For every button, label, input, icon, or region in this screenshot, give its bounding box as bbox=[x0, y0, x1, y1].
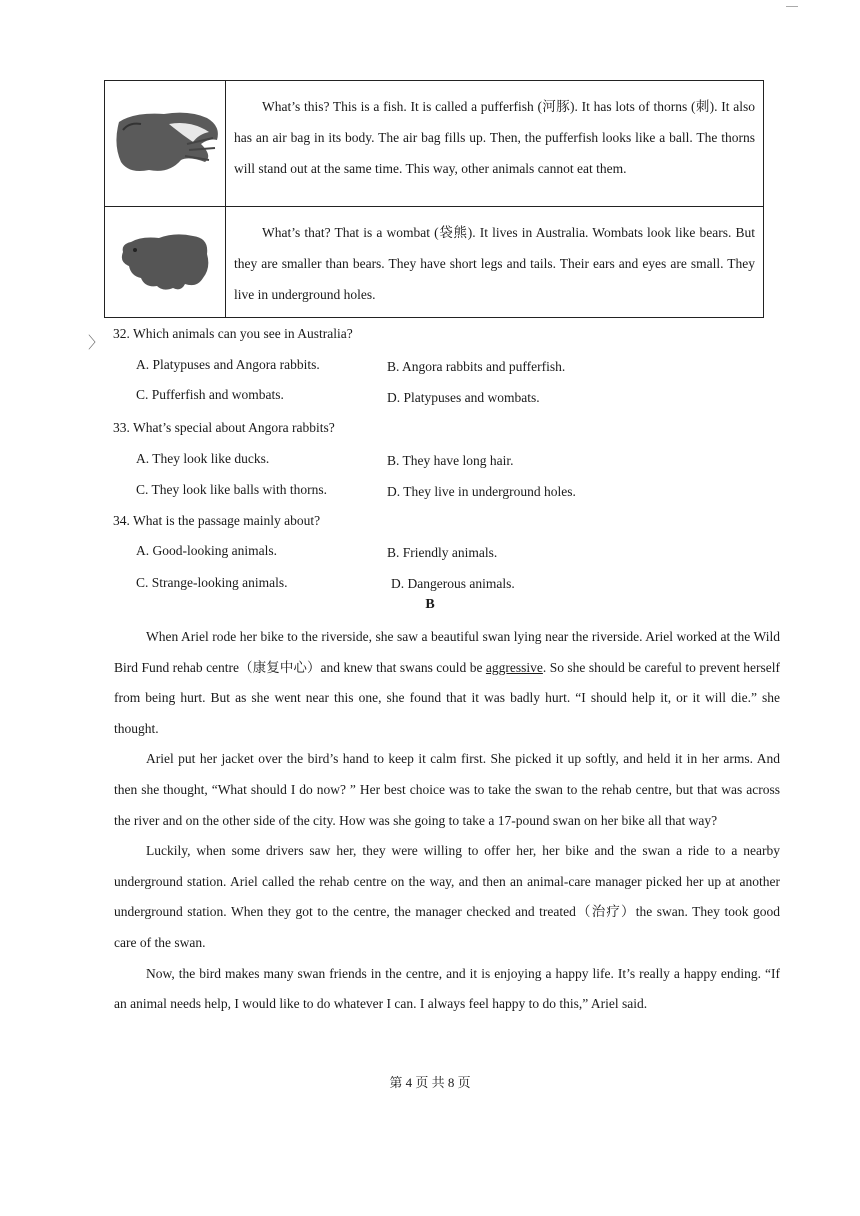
option-b[interactable]: B. They have long hair. bbox=[387, 453, 514, 468]
question-33 bbox=[113, 420, 335, 436]
question-text: Which animals can you see in Australia? bbox=[133, 326, 353, 341]
option-c[interactable]: C. Pufferfish and wombats. bbox=[136, 387, 284, 402]
pic-cell bbox=[105, 81, 226, 206]
paragraph-text: . So she should be careful to prevent herself from being hurt. But as she went near this one, she found that it was badly hurt. “I should help it, or it will die.” she thought. bbox=[114, 659, 780, 736]
option-a[interactable]: A. They look like ducks. bbox=[136, 451, 270, 466]
option-c[interactable]: C. They look like balls with thorns. bbox=[136, 482, 327, 497]
option-a[interactable]: A. Platypuses and Angora rabbits. bbox=[136, 357, 320, 372]
question-number: 33. bbox=[113, 420, 130, 435]
underlined-word: aggressive bbox=[485, 659, 543, 675]
section-title: B bbox=[425, 597, 435, 612]
page-number: 第 4 页 共 8 页 bbox=[389, 1075, 471, 1090]
option-b[interactable]: B. Angora rabbits and pufferfish. bbox=[387, 359, 566, 374]
option-d[interactable]: D. They live in underground holes. bbox=[387, 484, 576, 499]
wombat-text: What’s that? That is a wombat (袋熊). It lives in Australia. Wombats look like bears. But they are smaller than bears. They have short legs and tails. Their ears and eyes are small. They live in underground holes. bbox=[234, 225, 755, 302]
paragraph-3: Luckily, when some drivers saw her, they were willing to offer her, her bike and the swan a ride to a nearby underground station. Ariel called the rehab centre on the way, and then an animal-care manager picked her up at another underground station. When they got to the centre, the manager checked and treated（治疗）the swan. They took good care of the swan. bbox=[114, 843, 780, 950]
option-c[interactable]: C. Strange-looking animals. bbox=[136, 575, 288, 590]
question-number: 32. bbox=[113, 326, 130, 341]
pic-cell bbox=[105, 207, 226, 317]
table-row bbox=[105, 207, 763, 317]
table-row bbox=[105, 81, 763, 207]
margin-mark: 〉 bbox=[88, 333, 105, 352]
pufferfish-photo bbox=[109, 104, 221, 184]
paragraph-4: Now, the bird makes many swan friends in the centre, and it is enjoying a happy life. It’s really a happy ending. “If an animal needs help, I would like to do whatever I can. I always feel happy to do this,” Ariel said. bbox=[114, 965, 780, 1012]
question-32 bbox=[113, 326, 353, 342]
paragraph-1 bbox=[114, 622, 780, 744]
wombat-photo bbox=[115, 222, 215, 302]
option-d[interactable]: D. Dangerous animals. bbox=[391, 576, 515, 591]
question-text: What is the passage mainly about? bbox=[133, 513, 321, 528]
option-d[interactable]: D. Platypuses and wombats. bbox=[387, 390, 540, 405]
corner-mark bbox=[786, 6, 798, 7]
question-34 bbox=[113, 513, 320, 529]
passage bbox=[114, 622, 780, 1020]
question-text: What’s special about Angora rabbits? bbox=[133, 420, 335, 435]
option-a[interactable]: A. Good-looking animals. bbox=[136, 543, 277, 558]
paragraph-text: When Ariel rode her bike to the riverside, she saw a beautiful swan lying near the riverside. Ariel worked at the Wild Bird Fund rehab centre（康复中心）and knew that swans could be bbox=[114, 629, 780, 675]
animal-table bbox=[104, 80, 764, 318]
question-number: 34. bbox=[113, 513, 130, 528]
option-b[interactable]: B. Friendly animals. bbox=[387, 545, 498, 560]
paragraph-2: Ariel put her jacket over the bird’s hand to keep it calm first. She picked it up softly, and held it in her arms. And then she thought, “What should I do now? ” Her best choice was to take the swan to the rehab centre, but that was across the river and on the other side of the city. How was she going to take a 17-pound swan on her bike all that way? bbox=[114, 751, 780, 828]
pufferfish-text: What’s this? This is a fish. It is called a pufferfish (河豚). It has lots of thorns (刺). It also has an air bag in its body. The air bag fills up. Then, the pufferfish looks like a ball. The thorns will stand out at the same time. This way, other animals cannot eat them. bbox=[234, 99, 755, 176]
